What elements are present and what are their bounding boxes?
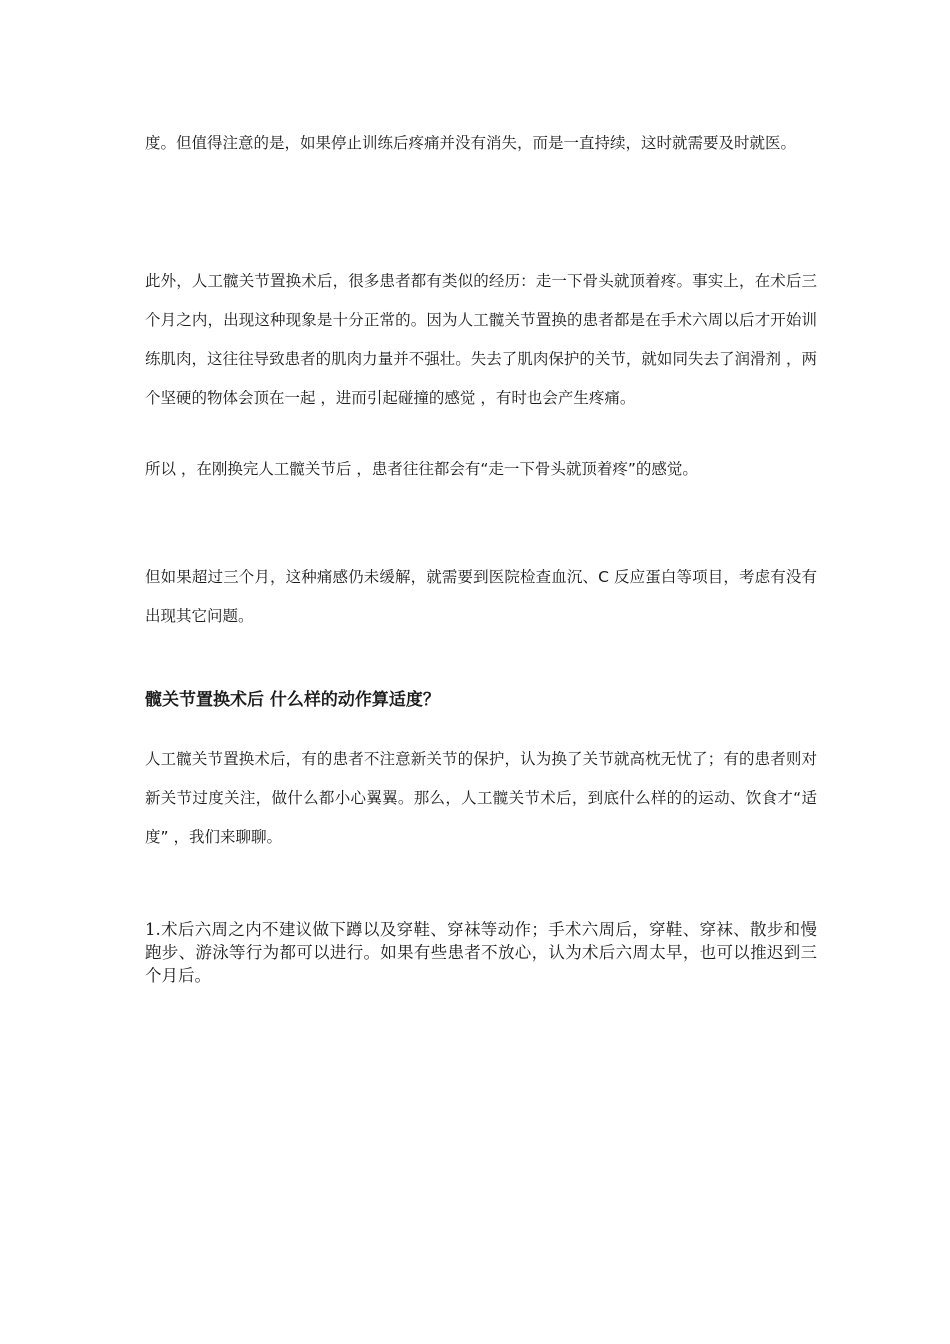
section-heading: 髋关节置换术后 什么样的动作算适度？ xyxy=(145,690,440,710)
paragraph-bone-pain-explanation: 此外，人工髋关节置换术后，很多患者都有类似的经历：走一下骨头就顶着疼。事实上，在术后三个月之内，出现这种现象是十分正常的。因为人工髋关节置换的患者都是在手术六周以后才开始训练肌肉，这往往导致患者的肌肉力量并不强壮。失去了肌肉保护的关节，就如同失去了润滑剂 ，两个坚硬的物体会顶在一起 ，进而引起碰撞的感觉 ，有时也会产生疼痛。 xyxy=(145,272,817,407)
paragraph-three-months-check: 但如果超过三个月，这种痛感仍未缓解，就需要到医院检查血沉、C 反应蛋白等项目，考虑有没有出现其它问题。 xyxy=(145,568,817,625)
paragraph-moderation-intro: 人工髋关节置换术后，有的患者不注意新关节的保护，认为换了关节就高枕无忧了；有的患者则对新关节过度关注，做什么都小心翼翼。那么，人工髋关节术后，到底什么样的的运动、饮食才“适度” ，我们来聊聊。 xyxy=(145,750,817,846)
paragraph-seek-medical-care: 度。但值得注意的是，如果停止训练后疼痛并没有消失，而是一直持续，这时就需要及时就医。 xyxy=(145,134,797,152)
paragraph-six-weeks-advice: 1.术后六周之内不建议做下蹲以及穿鞋、穿袜等动作；手术六周后，穿鞋、穿袜、散步和慢跑步、游泳等行为都可以进行。如果有些患者不放心，认为术后六周太早，也可以推迟到三个月后。 xyxy=(145,920,817,985)
paragraph-so-conclusion: 所以 ，在刚换完人工髋关节后 ，患者往往都会有“走一下骨头就顶着疼”的感觉。 xyxy=(145,460,698,478)
